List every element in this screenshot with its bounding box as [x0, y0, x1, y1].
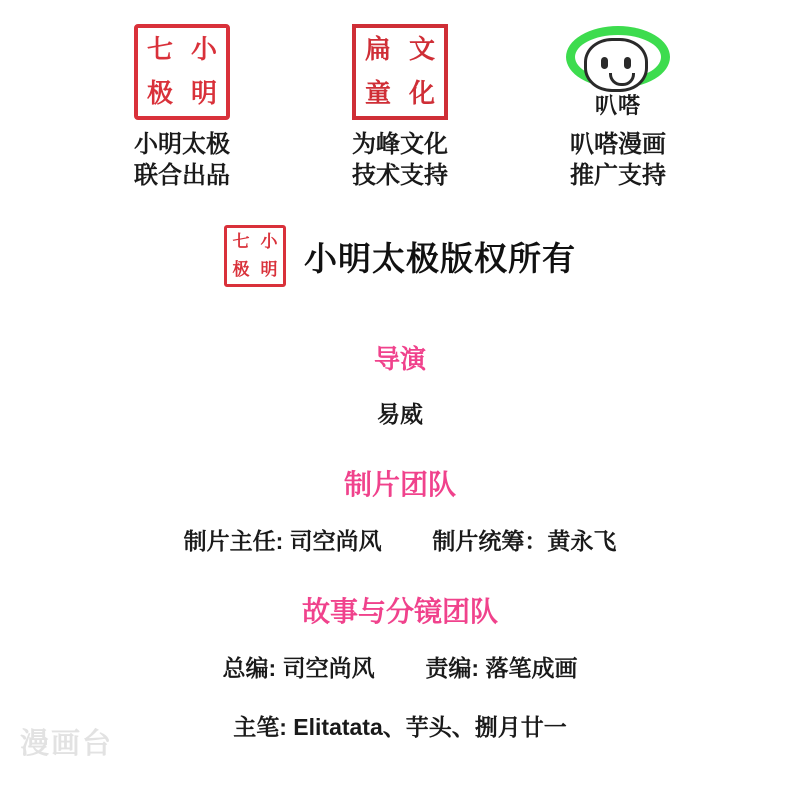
- credits-heading-director: 导演: [373, 344, 426, 375]
- copyright-seal-icon: [224, 225, 286, 287]
- caption-line-1: 为峰文化: [352, 131, 448, 158]
- seal-char: 极: [146, 79, 173, 109]
- credits-production-row: [0, 523, 800, 556]
- seal-char: 七: [232, 231, 250, 252]
- seal-char: 小: [190, 35, 217, 65]
- credits-section: [0, 339, 800, 742]
- credits-heading-production: 制片团队: [343, 469, 456, 501]
- seal-char: 明: [260, 259, 278, 280]
- logo-caption-xiaoming: [134, 130, 230, 191]
- seal-char: 化: [408, 79, 435, 109]
- mascot-face: [584, 38, 648, 92]
- credits-heading-story: 故事与分镜团队: [301, 596, 498, 628]
- logo-block-weifeng: [325, 24, 475, 191]
- caption-line-2: 技术支持: [352, 161, 448, 189]
- seal-char: 文: [408, 35, 435, 65]
- logo-block-bada: [543, 24, 693, 191]
- caption-line-2: 联合出品: [134, 161, 230, 189]
- caption-line-1: 叭嗒漫画: [570, 131, 666, 158]
- credits-editor-row: [0, 650, 800, 683]
- seal-char: 扁: [364, 35, 391, 65]
- partner-logo-row: [0, 0, 800, 191]
- copyright-row: [0, 225, 800, 287]
- mascot-eye-left: [601, 57, 608, 69]
- caption-line-2: 推广支持: [570, 161, 666, 189]
- seal-char: 童: [364, 79, 391, 109]
- bada-mascot-icon: [558, 24, 678, 120]
- seal-char: 七: [146, 35, 173, 65]
- credits-producer-coordinator: 制片统筹：黄永飞: [432, 528, 617, 555]
- mascot-label: 叭嗒: [594, 93, 641, 118]
- seal-char: 极: [232, 259, 250, 280]
- watermark: 漫画台: [20, 728, 114, 760]
- weifeng-seal-icon: [352, 24, 448, 120]
- seal-char: 小: [260, 231, 278, 252]
- caption-line-1: 小明太极: [134, 131, 230, 158]
- logo-caption-weifeng: [352, 130, 448, 191]
- logo-caption-bada: [570, 130, 666, 191]
- credits-director-name: 易威: [377, 401, 423, 428]
- logo-block-xiaoming: [107, 24, 257, 191]
- seal-char: 明: [190, 79, 217, 109]
- credits-chief-editor: 总编: 司空尚风: [222, 655, 375, 682]
- xiaoming-seal-icon: [134, 24, 230, 120]
- mascot-eye-right: [624, 57, 631, 69]
- mascot-mouth: [609, 73, 635, 86]
- copyright-text: 小明太极版权所有: [304, 239, 576, 277]
- credits-lead-artist-row: 主笔: Elitatata、芋头、捌月廿一: [233, 714, 567, 741]
- credits-responsible-editor: 责编: 落笔成画: [425, 655, 578, 682]
- credits-producer-director: 制片主任: 司空尚风: [183, 528, 382, 555]
